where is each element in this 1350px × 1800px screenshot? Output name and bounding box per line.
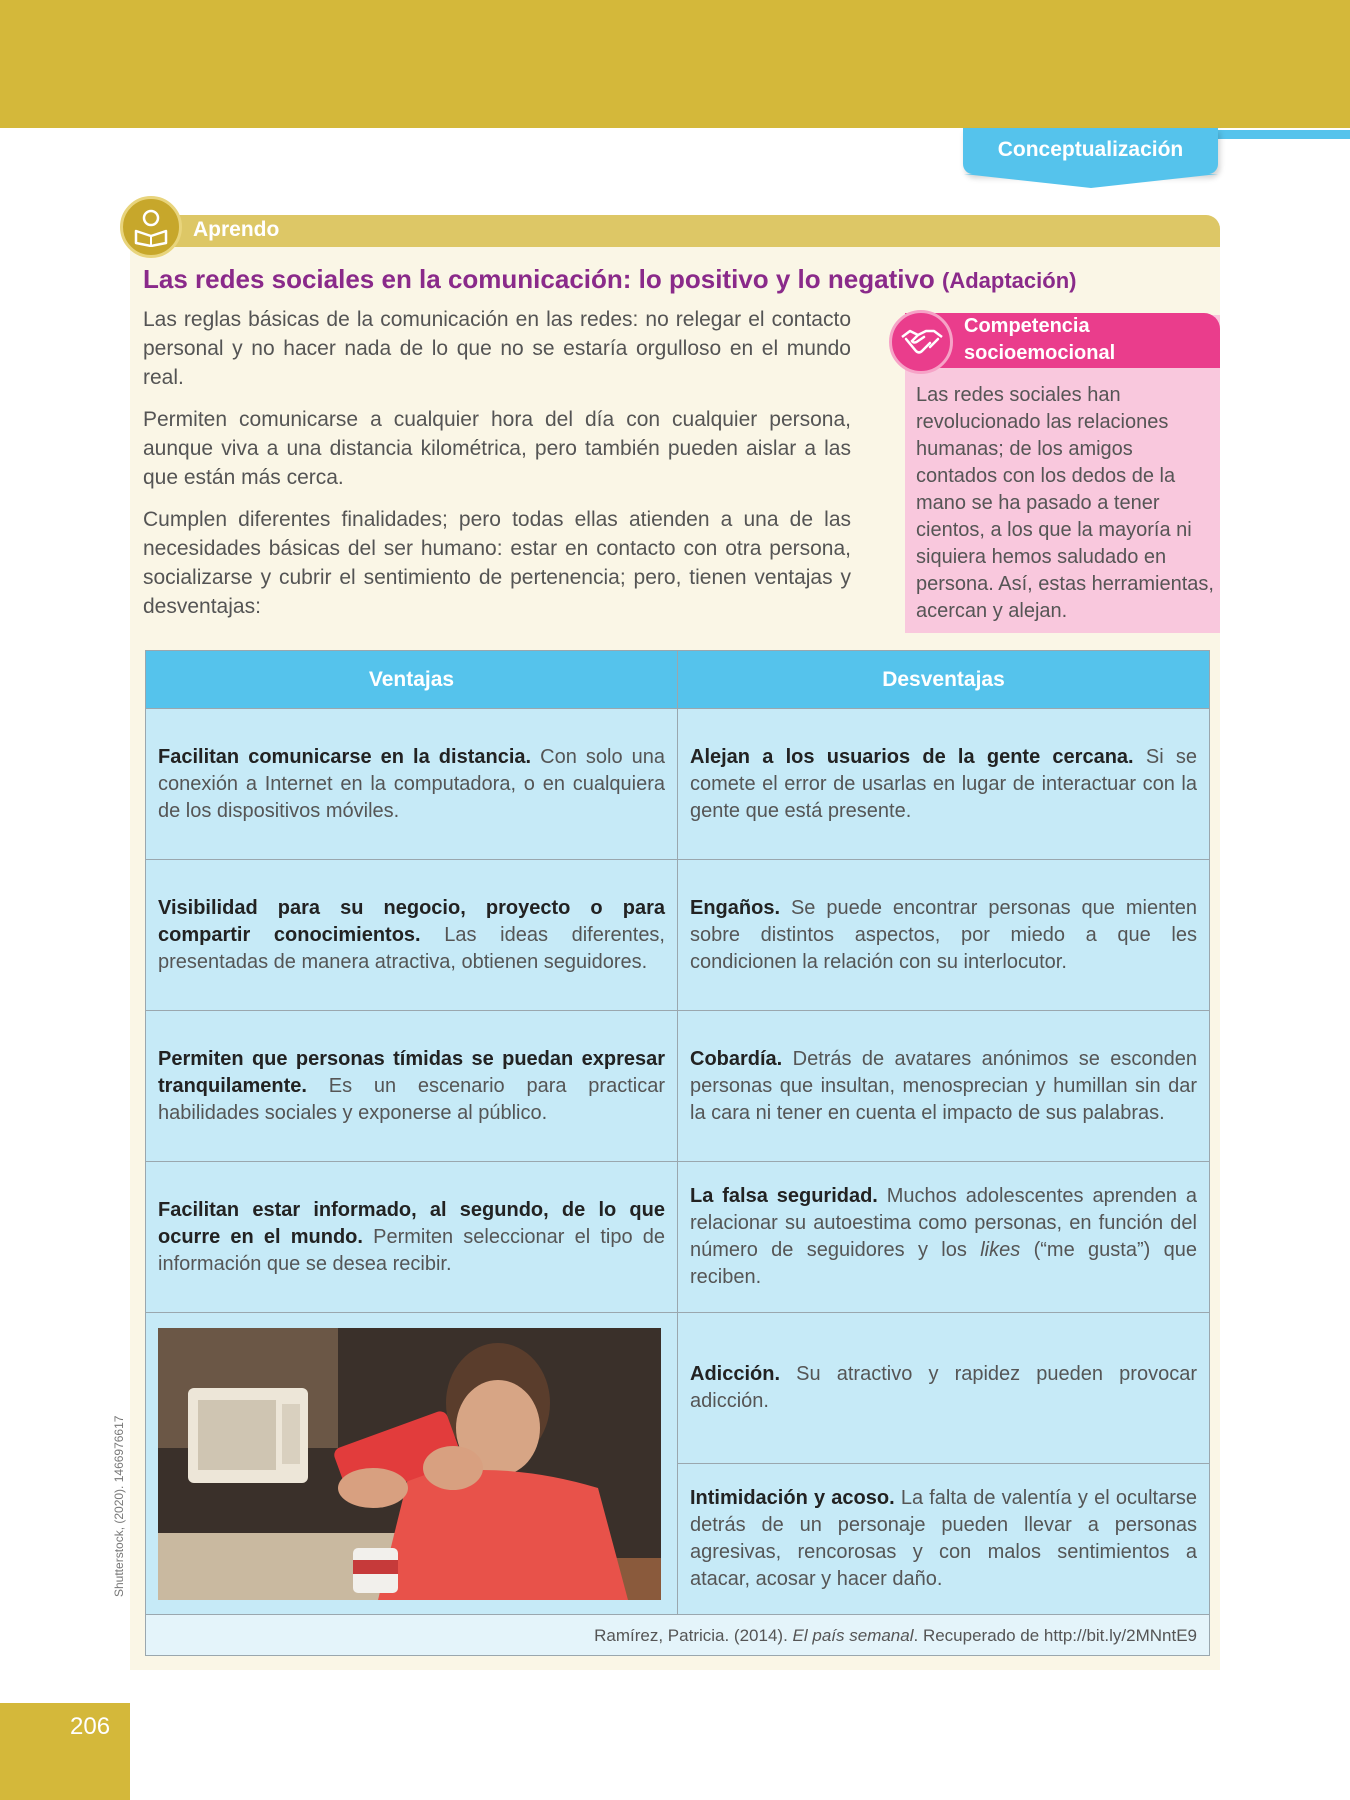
teen-with-phone-photo (158, 1328, 661, 1600)
competencia-title (964, 313, 1214, 367)
page-number-box (0, 1703, 130, 1800)
ventaja-cell (146, 1011, 678, 1162)
handshake-icon (889, 310, 953, 374)
competencia-title-line: Competencia (964, 315, 1090, 337)
header-desventajas: Desventajas (678, 651, 1210, 709)
desventaja-text: La falta de valentía y el ocultarse detrás de un personaje pueden llevar a personas agresivas, rencorosas y con malos sentimientos a atacar, acosar y hacer daño. (690, 1487, 1197, 1590)
ventaja-text: Las ideas diferentes, presentadas de manera atractiva, obtienen seguidores. (158, 923, 665, 973)
article-title-suffix: (Adaptación) (942, 268, 1077, 293)
ventaja-text: Es un escenario para practicar habilidades sociales y exponerse al público. (158, 1074, 665, 1124)
ventaja-cell (146, 860, 678, 1011)
desventaja-cell (678, 1162, 1210, 1313)
photo-credit: Shutterstock, (2020). 1466976617 (112, 1415, 126, 1597)
desventaja-cell (678, 1464, 1210, 1615)
ventaja-heading: Facilitan comunicarse en la distancia. (158, 745, 532, 768)
desventaja-text: Su atractivo y rapidez pueden provocar adicción. (690, 1363, 1197, 1412)
competencia-text: Las redes sociales han revolucionado las relaciones humanas; de los amigos contados con los dedos de la mano se ha pasado a tener cientos, a los que la mayoría ni siquiera hemos saludado en persona. Así, estas herramientas, acercan y alejan. (916, 384, 1214, 622)
desventaja-text: Muchos adolescentes aprenden a relacionar su autoestima como personas, en función del número de seguidores y los (690, 1185, 1197, 1261)
intro-paragraph: Permiten comunicarse a cualquier hora del día con cualquier persona, aunque viva a una distancia kilométrica, pero también pueden aislar a las que están más cerca. (143, 408, 851, 489)
ventaja-heading: Facilitan estar informado, al segundo, de lo que ocurre en el mundo. (158, 1198, 665, 1248)
intro-paragraph: Las reglas básicas de la comunicación en las redes: no relegar el contacto personal y no hacer nada de lo que no se estaría orgulloso en el mundo real. (143, 308, 851, 389)
aprendo-bar (130, 215, 1220, 247)
ventaja-heading: Permiten que personas tímidas se puedan expresar tranquilamente. (158, 1047, 665, 1097)
page-number: 206 (70, 1713, 111, 1740)
header-ventajas: Ventajas (146, 651, 678, 709)
reader-icon (120, 196, 182, 258)
intro-paragraph: Cumplen diferentes finalidades; pero todas ellas atienden a una de las necesidades básicas del ser humano: estar en contacto con otra persona, socializarse y cubrir el sentimiento de pertenencia; pero, tienen ventajas y desventajas: (143, 508, 851, 618)
competencia-title-line: socioemocional (964, 342, 1116, 364)
desventaja-heading: Alejan a los usuarios de la gente cercana. (690, 745, 1134, 768)
desventaja-heading: Cobardía. (690, 1047, 783, 1070)
section-tab-label: Conceptualización (997, 138, 1184, 161)
section-tab (963, 128, 1218, 174)
desventaja-text: (“me gusta”) que reciben. (690, 1239, 1198, 1288)
desventaja-text: Se puede encontrar personas que mienten sobre distintos aspectos, por miedo a que les condicionen la relación con su interlocutor. (690, 896, 1197, 973)
source-url: . Recuperado de http://bit.ly/2MNntE9 (913, 1625, 1197, 1645)
source-author: Ramírez, Patricia. (2014). (594, 1625, 788, 1645)
ventaja-cell (146, 1162, 678, 1313)
ventaja-heading: Visibilidad para su negocio, proyecto o para compartir conocimientos. (158, 896, 665, 946)
desventaja-text: Si se comete el error de usarlas en lugar de interactuar con la gente que está presente. (690, 745, 1197, 822)
section-rule (1200, 130, 1350, 139)
intro-text (143, 305, 851, 634)
source-publication: El país semanal (792, 1625, 914, 1645)
likes-term: likes (980, 1239, 1021, 1261)
photo-cell (146, 1313, 678, 1615)
aprendo-label: Aprendo (193, 218, 280, 241)
desventaja-cell (678, 709, 1210, 860)
ventaja-cell (146, 709, 678, 860)
desventaja-cell (678, 1011, 1210, 1162)
article-title (143, 264, 1076, 295)
desventaja-heading: Intimidación y acoso. (690, 1487, 895, 1509)
desventaja-heading: Adicción. (690, 1363, 781, 1385)
source-citation (146, 1615, 1210, 1656)
ventaja-text: Con solo una conexión a Internet en la computadora, o en cualquiera de los dispositivos móviles. (158, 745, 666, 822)
ventaja-text: Permiten seleccionar el tipo de información que se desea recibir. (158, 1225, 665, 1275)
desventaja-text: Detrás de avatares anónimos se esconden personas que insultan, menosprecian y humillan sin dar la cara ni tener en cuenta el impacto de sus palabras. (690, 1047, 1197, 1124)
ventajas-desventajas-table (145, 650, 1210, 1656)
desventaja-cell (678, 1313, 1210, 1464)
desventaja-heading: La falsa seguridad. (690, 1185, 878, 1207)
desventaja-heading: Engaños. (690, 896, 781, 919)
desventaja-cell (678, 860, 1210, 1011)
article-title-text: Las redes sociales en la comunicación: lo positivo y lo negativo (143, 264, 935, 294)
top-color-band (0, 0, 1350, 128)
